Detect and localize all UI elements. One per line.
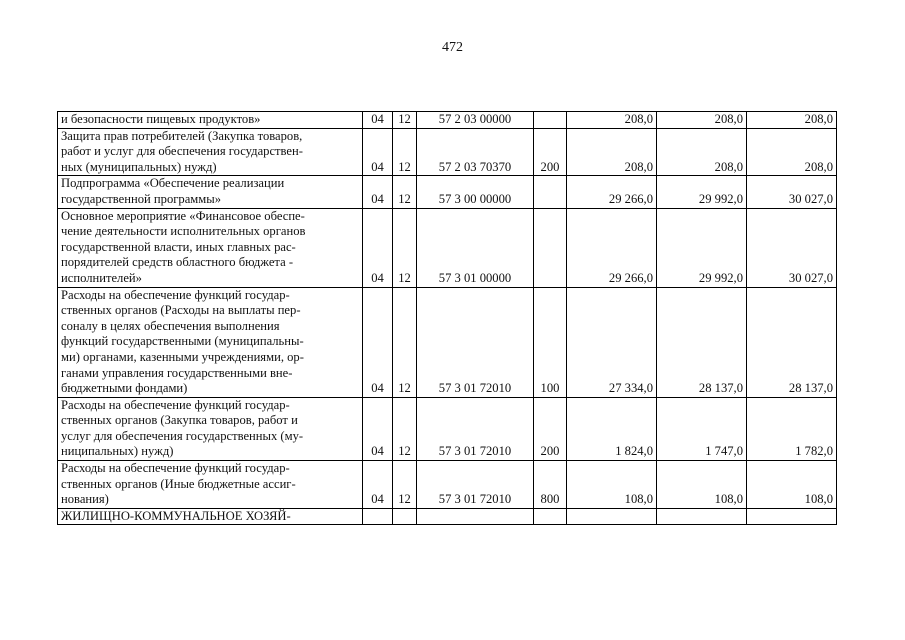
section-code-cell: 04 [363, 176, 393, 208]
amount-year2-cell [657, 508, 747, 525]
expense-type-cell: 200 [534, 128, 567, 176]
table-row [58, 112, 837, 129]
amount-year1-cell: 108,0 [567, 461, 657, 509]
section-code-cell: 04 [363, 461, 393, 509]
expense-type-cell [534, 176, 567, 208]
subsection-code-cell: 12 [393, 176, 417, 208]
row-name-line: Расходы на обеспечение функций государ- [61, 397, 290, 412]
expense-type-cell [534, 112, 567, 129]
row-name-cell [58, 176, 363, 208]
subsection-code-cell: 12 [393, 128, 417, 176]
amount-year2-cell: 1 747,0 [657, 397, 747, 460]
section-code-cell: 04 [363, 112, 393, 129]
section-code-cell: 04 [363, 287, 393, 397]
row-name-line: работ и услуг для обеспечения государствен- [61, 144, 303, 159]
row-name-line: нования) [61, 492, 109, 507]
amount-year2-cell: 108,0 [657, 461, 747, 509]
budget-table [57, 111, 837, 525]
amount-year1-cell [567, 508, 657, 525]
row-name-line: Защита прав потребителей (Закупка товаров, [61, 128, 303, 143]
amount-year3-cell [747, 508, 837, 525]
row-name-line: ственных органов (Закупка товаров, работ и [61, 413, 298, 428]
subsection-code-cell: 12 [393, 208, 417, 287]
row-name-line: ственных органов (Иные бюджетные ассиг- [61, 476, 296, 491]
table-row [58, 176, 837, 208]
expense-type-cell: 200 [534, 397, 567, 460]
row-name-line: ми) органами, казенными учреждениями, ор- [61, 349, 304, 364]
expense-type-cell [534, 508, 567, 525]
row-name-line: и безопасности пищевых продуктов» [61, 112, 261, 126]
row-name-cell [58, 112, 363, 129]
row-name-line: чение деятельности исполнительных органов [61, 224, 306, 239]
row-name-cell [58, 287, 363, 397]
row-name-line: ственных органов (Расходы на выплаты пер- [61, 303, 301, 318]
subsection-code-cell: 12 [393, 461, 417, 509]
amount-year3-cell: 30 027,0 [747, 176, 837, 208]
row-name-line: Подпрограмма «Обеспечение реализации [61, 176, 285, 191]
row-name-cell [58, 508, 363, 525]
expense-type-cell: 800 [534, 461, 567, 509]
amount-year3-cell: 108,0 [747, 461, 837, 509]
target-article-cell: 57 3 01 72010 [417, 461, 534, 509]
section-code-cell: 04 [363, 128, 393, 176]
target-article-cell: 57 2 03 00000 [417, 112, 534, 129]
amount-year3-cell: 1 782,0 [747, 397, 837, 460]
target-article-cell [417, 508, 534, 525]
row-name-cell [58, 208, 363, 287]
amount-year1-cell: 208,0 [567, 112, 657, 129]
row-name-line: исполнителей» [61, 270, 142, 285]
row-name-line: бюджетными фондами) [61, 381, 188, 396]
page-number: 472 [442, 40, 463, 55]
expense-type-cell: 100 [534, 287, 567, 397]
subsection-code-cell: 12 [393, 287, 417, 397]
amount-year3-cell: 30 027,0 [747, 208, 837, 287]
table-row [58, 461, 837, 509]
row-name-line: ных (муниципальных) нужд) [61, 159, 217, 174]
row-name-line: Расходы на обеспечение функций государ- [61, 287, 290, 302]
amount-year2-cell: 29 992,0 [657, 176, 747, 208]
row-name-line: Основное мероприятие «Финансовое обеспе- [61, 208, 305, 223]
amount-year2-cell: 208,0 [657, 112, 747, 129]
row-name-line: порядителей средств областного бюджета - [61, 255, 294, 270]
row-name-line: ганами управления государственными вне- [61, 365, 293, 380]
target-article-cell: 57 3 01 72010 [417, 397, 534, 460]
section-code-cell: 04 [363, 208, 393, 287]
target-article-cell: 57 3 01 00000 [417, 208, 534, 287]
row-name-line: ниципальных) нужд) [61, 444, 174, 459]
expense-type-cell [534, 208, 567, 287]
budget-table-body [58, 112, 837, 525]
row-name-cell [58, 461, 363, 509]
row-name-line: государственной власти, иных главных рас- [61, 239, 296, 254]
subsection-code-cell: 12 [393, 112, 417, 129]
amount-year3-cell: 208,0 [747, 128, 837, 176]
row-name-line: Расходы на обеспечение функций государ- [61, 461, 290, 476]
table-row [58, 508, 837, 525]
section-code-cell: 04 [363, 397, 393, 460]
section-code-cell [363, 508, 393, 525]
table-row [58, 128, 837, 176]
amount-year3-cell: 28 137,0 [747, 287, 837, 397]
amount-year3-cell: 208,0 [747, 112, 837, 129]
amount-year2-cell: 208,0 [657, 128, 747, 176]
table-row [58, 287, 837, 397]
table-row [58, 208, 837, 287]
amount-year1-cell: 27 334,0 [567, 287, 657, 397]
row-name-line: государственной программы» [61, 191, 221, 206]
target-article-cell: 57 2 03 70370 [417, 128, 534, 176]
amount-year1-cell: 29 266,0 [567, 176, 657, 208]
subsection-code-cell: 12 [393, 397, 417, 460]
row-name-line: соналу в целях обеспечения выполнения [61, 318, 280, 333]
row-name-line: услуг для обеспечения государственных (му- [61, 428, 304, 443]
amount-year2-cell: 29 992,0 [657, 208, 747, 287]
table-row [58, 397, 837, 460]
amount-year1-cell: 208,0 [567, 128, 657, 176]
target-article-cell: 57 3 01 72010 [417, 287, 534, 397]
target-article-cell: 57 3 00 00000 [417, 176, 534, 208]
row-name-cell [58, 397, 363, 460]
row-name-line: ЖИЛИЩНО-КОММУНАЛЬНОЕ ХОЗЯЙ- [61, 508, 291, 523]
row-name-cell [58, 128, 363, 176]
amount-year2-cell: 28 137,0 [657, 287, 747, 397]
row-name-line: функций государственными (муниципальны- [61, 334, 304, 349]
subsection-code-cell [393, 508, 417, 525]
amount-year1-cell: 1 824,0 [567, 397, 657, 460]
amount-year1-cell: 29 266,0 [567, 208, 657, 287]
